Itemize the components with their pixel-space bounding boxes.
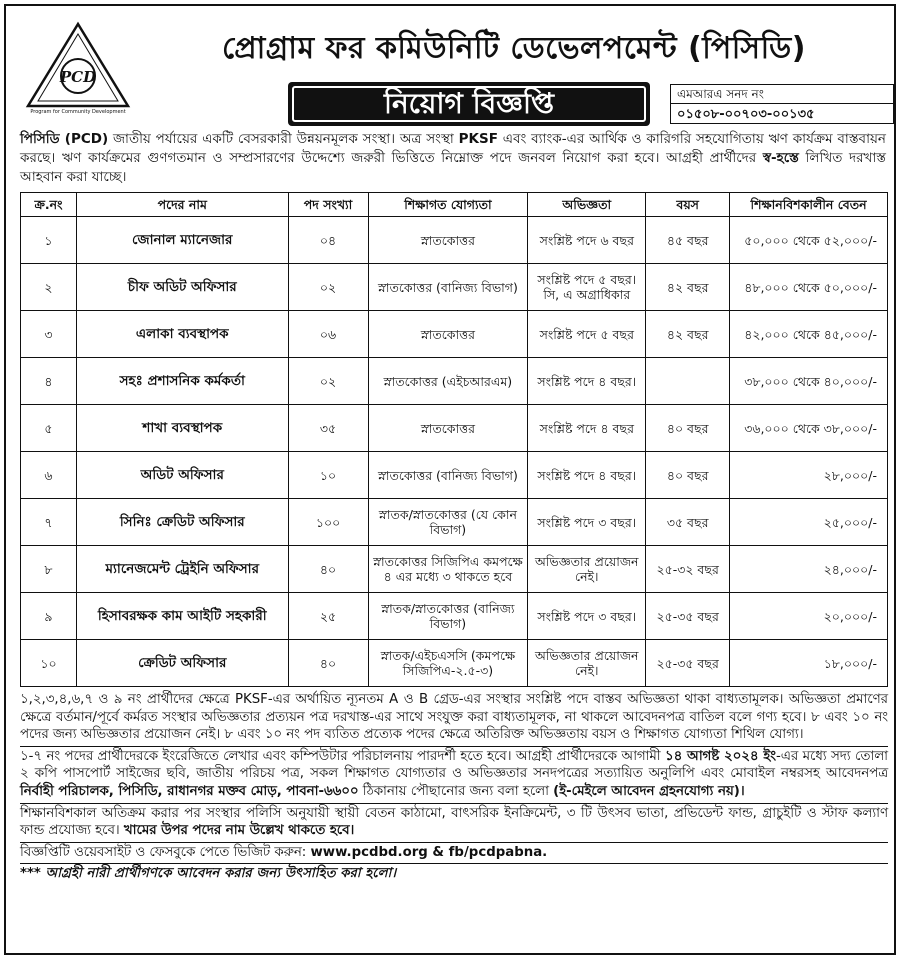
cell-education: স্নাতকোত্তর (বানিজ্য বিভাগ) xyxy=(368,264,528,311)
col-header-count: পদ সংখ্যা xyxy=(288,193,368,217)
table-row xyxy=(21,499,888,546)
note-eligibility: ১,২,৩,৪,৬,৭ ও ৯ নং প্রার্থীদের ক্ষেত্রে PKSF-এর অর্থায়িত ন্যূনতম A ও B গ্রেড-এর সংস্থার সংশ্লিষ্ট পদে বাস্তব অভিজ্ঞতা থাকা বাধ্যতামূলক। অভিজ্ঞতা প্রমাণের ক্ষেত্রে বর্তমান/পূর্বে কর্মরত সংস্থার অভিজ্ঞতার প্রত্যয়ন পত্র দরখাস্ত-এর সাথে সংযুক্ত করা বাধ্যতামূলক, না থাকলে আবেদনপত্র বাতিল বলে গণ্য হবে। ৮ এবং ১০ নং পদের জন্য অভিজ্ঞতার প্রয়োজন নেই। ৮ এবং ১০ নং পদ ব্যতিত প্রত্যেক পদের ক্ষেত্রে অতিরিক্ত অভিজ্ঞতায় বয়স ও শিক্ষাগত যোগ্যতা শিথিল যোগ্য। xyxy=(20,690,888,747)
cell-post-count: ১০ xyxy=(288,452,368,499)
col-header-age: বয়স xyxy=(646,193,730,217)
cell-age-limit xyxy=(646,358,730,405)
cell-post-count: ০২ xyxy=(288,264,368,311)
intro-handwritten: স্ব-হস্তে xyxy=(762,150,799,166)
cell-salary: ২৫,০০০/- xyxy=(730,499,888,546)
cell-age-limit: ২৫-৩৫ বছর xyxy=(646,640,730,687)
table-header-row xyxy=(21,193,888,217)
cell-experience: সংশ্লিষ্ট পদে ৩ বছর। xyxy=(528,593,646,640)
cell-serial: ১ xyxy=(21,217,77,264)
cell-experience: সংশ্লিষ্ট পদে ৬ বছর xyxy=(528,217,646,264)
cell-experience: সংশ্লিষ্ট পদে ৫ বছর। সি, এ অগ্রাধিকার xyxy=(528,264,646,311)
registration-box xyxy=(670,84,894,124)
table-row xyxy=(21,640,888,687)
table-row xyxy=(21,358,888,405)
application-address: নির্বাহী পরিচালক, পিসিডি, রাধানগর মক্তব মোড়, পাবনা-৬৬০০ xyxy=(20,783,359,799)
col-header-education: শিক্ষাগত যোগ্যতা xyxy=(368,193,528,217)
note-application: ১-৭ নং পদের প্রার্থীদেরকে ইংরেজিতে লেখার এবং কম্পিউটার পরিচালনায় পারদর্শী হতে হবে। আগ্রহী প্রার্থীদেরকে আগামী ১৪ আগষ্ট ২০২৪ ইং-এর মধ্যে সদ্য তোলা ২ কপি পাসপোর্ট সাইজের ছবি, জাতীয় পরিচয় পত্র, সকল শিক্ষাগত যোগ্যতার ও অভিজ্ঞতার সনদপত্রের সত্যায়িত অনুলিপি এবং মোবাইল নম্বরসহ আবেদনপত্র নির্বাহী পরিচালক, পিসিডি, রাধানগর মক্তব মোড়, পাবনা-৬৬০০ ঠিকানায় পৌছানোর জন্য বলা হলো (ই-মেইলে আবেদন গ্রহনযোগ্য নয়)। xyxy=(20,747,888,804)
cell-age-limit: ৪০ বছর xyxy=(646,452,730,499)
table-row xyxy=(21,452,888,499)
website-link[interactable]: www.pcdbd.org & fb/pcdpabna. xyxy=(310,844,548,860)
pcd-logo xyxy=(24,20,132,116)
registration-number: ০১৫০৮-০০৭০৩-০০১৩৫ xyxy=(677,107,815,122)
col-header-salary: শিক্ষানবিশকালীন বেতন xyxy=(730,193,888,217)
cell-serial: ৭ xyxy=(21,499,77,546)
cell-post-name: এলাকা ব্যবস্থাপক xyxy=(76,311,288,358)
intro-text-3: লিখিত দরখাস্ত আহবান করা যাচ্ছে। xyxy=(20,150,886,185)
cell-post-name: ক্রেডিট অফিসার xyxy=(76,640,288,687)
table-row xyxy=(21,593,888,640)
note-website: বিজ্ঞপ্তিটি ওয়েবসাইট ও ফেসবুকে পেতে ভিজিট করুন: www.pcdbd.org & fb/pcdpabna. xyxy=(20,843,888,865)
cell-post-count: ২৫ xyxy=(288,593,368,640)
cell-experience: সংশ্লিষ্ট পদে ৪ বছর xyxy=(528,405,646,452)
registration-label: এমআরএ সনদ নং xyxy=(671,85,893,104)
job-circular xyxy=(4,4,896,955)
table-row xyxy=(21,546,888,593)
cell-age-limit: ৪৫ বছর xyxy=(646,217,730,264)
cell-experience: অভিজ্ঞতার প্রয়োজন নেই। xyxy=(528,546,646,593)
cell-post-name: চীফ অডিট অফিসার xyxy=(76,264,288,311)
cell-post-name: জোনাল ম্যানেজার xyxy=(76,217,288,264)
vacancy-table xyxy=(20,192,888,687)
intro-lead: পিসিডি (PCD) xyxy=(20,131,109,147)
cell-salary: ৩৬,০০০ থেকে ৩৮,০০০/- xyxy=(730,405,888,452)
cell-experience: সংশ্লিষ্ট পদে ৩ বছর। xyxy=(528,499,646,546)
table-row xyxy=(21,264,888,311)
cell-serial: ৬ xyxy=(21,452,77,499)
cell-post-name: ম্যানেজমেন্ট ট্রেইনি অফিসার xyxy=(76,546,288,593)
cell-post-name: সিনিঃ ক্রেডিট অফিসার xyxy=(76,499,288,546)
circular-banner: নিয়োগ বিজ্ঞপ্তি xyxy=(288,82,650,126)
cell-age-limit: ৪২ বছর xyxy=(646,311,730,358)
logo-caption: Program for Community Development xyxy=(30,109,126,115)
deadline-date: ১৪ আগষ্ট ২০২৪ ইং xyxy=(664,748,776,764)
cell-age-limit: ৪০ বছর xyxy=(646,405,730,452)
col-header-experience: অভিজ্ঞতা xyxy=(528,193,646,217)
intro-paragraph xyxy=(20,130,886,187)
cell-salary: ৩৮,০০০ থেকে ৪০,০০০/- xyxy=(730,358,888,405)
table-row xyxy=(21,217,888,264)
cell-experience: সংশ্লিষ্ট পদে ৪ বছর। xyxy=(528,452,646,499)
email-not-accepted: (ই-মেইলে আবেদন গ্রহনযোগ্য নয়)। xyxy=(553,783,745,799)
cell-age-limit: ২৫-৩২ বছর xyxy=(646,546,730,593)
cell-salary: ৫০,০০০ থেকে ৫২,০০০/- xyxy=(730,217,888,264)
cell-serial: ২ xyxy=(21,264,77,311)
notes-section xyxy=(20,690,888,885)
intro-pksf: PKSF xyxy=(458,131,498,147)
cell-post-name: সহঃ প্রশাসনিক কর্মকর্তা xyxy=(76,358,288,405)
cell-post-name: শাখা ব্যবস্থাপক xyxy=(76,405,288,452)
cell-post-name: অডিট অফিসার xyxy=(76,452,288,499)
envelope-instruction: খামের উপর পদের নাম উল্লেখ থাকতে হবে। xyxy=(123,823,355,839)
cell-experience: সংশ্লিষ্ট পদে ৪ বছর। xyxy=(528,358,646,405)
cell-education: স্নাতক/স্নাতকোত্তর (বানিজ্য বিভাগ) xyxy=(368,593,528,640)
cell-post-count: ০২ xyxy=(288,358,368,405)
col-header-post: পদের নাম xyxy=(76,193,288,217)
cell-salary: ২৮,০০০/- xyxy=(730,452,888,499)
cell-education: স্নাতকোত্তর (বানিজ্য বিভাগ) xyxy=(368,452,528,499)
col-header-serial: ক্র.নং xyxy=(21,193,77,217)
note-women-encouraged: *** আগ্রহী নারী প্রার্থীগণকে আবেদন করার জন্য উৎসাহিত করা হলো। xyxy=(20,866,397,882)
cell-post-count: ০৪ xyxy=(288,217,368,264)
cell-post-count: ৪০ xyxy=(288,546,368,593)
note-benefits: শিক্ষানবিশকাল অতিক্রম করার পর সংস্থার পলিসি অনুযায়ী স্থায়ী বেতন কাঠামো, বাৎসরিক ইনক্রিমেন্ট, ৩ টি উৎসব ভাতা, প্রভিডেন্ট ফান্ড, গ্রাচুইটি ও স্টাফ কল্যাণ ফান্ড প্রযোজ্য হবে। খামের উপর পদের নাম উল্লেখ থাকতে হবে। xyxy=(20,804,888,843)
cell-education: স্নাতকোত্তর (এইচআরএম) xyxy=(368,358,528,405)
cell-post-count: ৩৫ xyxy=(288,405,368,452)
cell-serial: ৪ xyxy=(21,358,77,405)
cell-serial: ৫ xyxy=(21,405,77,452)
cell-education: স্নাতকোত্তর xyxy=(368,405,528,452)
intro-text-1: জাতীয় পর্যায়ের একটি বেসরকারী উন্নয়নমূলক সংস্থা। অত্র সংস্থা xyxy=(108,131,459,147)
cell-education: স্নাতকোত্তর সিজিপিএ কমপক্ষে ৪ এর মধ্যে ৩ থাকতে হবে xyxy=(368,546,528,593)
cell-post-count: ১০০ xyxy=(288,499,368,546)
cell-salary: ২৪,০০০/- xyxy=(730,546,888,593)
cell-education: স্নাতকোত্তর xyxy=(368,217,528,264)
cell-experience: সংশ্লিষ্ট পদে ৫ বছর xyxy=(528,311,646,358)
cell-serial: ৯ xyxy=(21,593,77,640)
table-row xyxy=(21,405,888,452)
cell-age-limit: ৩৫ বছর xyxy=(646,499,730,546)
cell-salary: ৪৮,০০০ থেকে ৫০,০০০/- xyxy=(730,264,888,311)
intro-text-2: এবং ব্যাংক-এর আর্থিক ও কারিগরি সহযোগিতায় ঋণ কার্যক্রম বাস্তবায়ন করছে। ঋণ কার্যক্রমের গুণগতমান ও সম্প্রসারণের উদ্দেশ্যে জরুরী ভিত্তিতে নিম্নোক্ত পদে জনবল নিয়োগ করা হবে। আগ্রহী প্রার্থীদের xyxy=(20,131,886,166)
cell-serial: ৮ xyxy=(21,546,77,593)
cell-salary: ৪২,০০০ থেকে ৪৫,০০০/- xyxy=(730,311,888,358)
table-row xyxy=(21,311,888,358)
cell-education: স্নাতকোত্তর xyxy=(368,311,528,358)
cell-post-count: ৪০ xyxy=(288,640,368,687)
cell-serial: ৩ xyxy=(21,311,77,358)
cell-education: স্নাতক/স্নাতকোত্তর (যে কোন বিভাগ) xyxy=(368,499,528,546)
logo-text: PCD xyxy=(59,68,97,86)
cell-education: স্নাতক/এইচএসসি (কমপক্ষে সিজিপিএ-২.৫-৩) xyxy=(368,640,528,687)
cell-age-limit: ২৫-৩৫ বছর xyxy=(646,593,730,640)
cell-salary: ১৮,০০০/- xyxy=(730,640,888,687)
cell-age-limit: ৪২ বছর xyxy=(646,264,730,311)
cell-serial: ১০ xyxy=(21,640,77,687)
cell-post-count: ০৬ xyxy=(288,311,368,358)
cell-salary: ২০,০০০/- xyxy=(730,593,888,640)
cell-post-name: হিসাবরক্ষক কাম আইটি সহকারী xyxy=(76,593,288,640)
cell-experience: অভিজ্ঞতার প্রয়োজন নেই। xyxy=(528,640,646,687)
org-title: প্রোগ্রাম ফর কমিউনিটি ডেভেলপমেন্ট (পিসিডি) xyxy=(222,31,806,66)
